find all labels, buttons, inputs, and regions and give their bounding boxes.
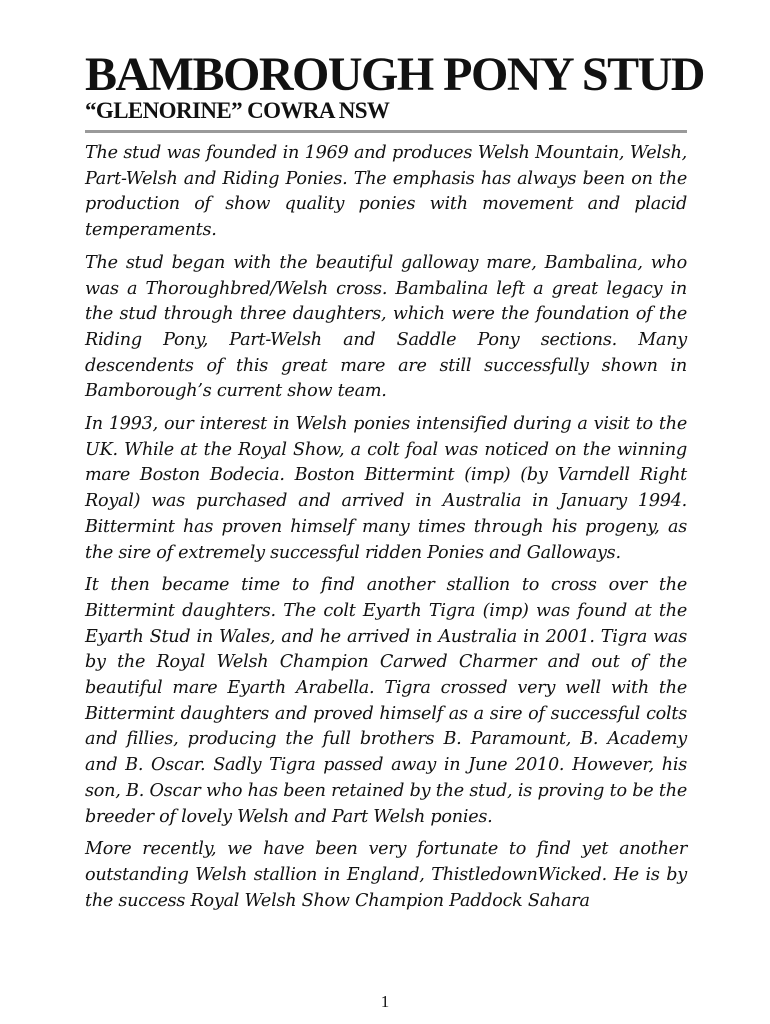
header-divider (85, 130, 687, 133)
page-subtitle: “GLENORINE” COWRA NSW (85, 98, 390, 123)
paragraph-tigra: It then became time to find another stallion to cross over the Bittermint daughters. The colt Eyarth Tigra (imp) was found at the Eyarth Stud in Wales, and he arrived in Australia in 2001. Tigra was by the Royal Welsh Champion Carwed Charmer and out of the beautiful mare Eyarth Arabella. Tigra crossed very well with the Bittermint daughters and proved himself as a sire of successful colts and fillies, producing the full brothers B. Paramount, B. Academy and B. Oscar. Sadly Tigra passed away in June 2010. However, his son, B. Oscar who has been retained by the stud, is proving to be the breeder of lovely Welsh and Part Welsh ponies. (85, 575, 687, 827)
document-page (85, 48, 704, 921)
page-number: 1 (380, 992, 390, 1011)
page-title: BAMBOROUGH PONY STUD (85, 48, 704, 101)
paragraph-stud-founding: The stud was founded in 1969 and produces Welsh Mountain, Welsh, Part-Welsh and Riding Ponies. The emphasis has always been on the production of show quality ponies with movement and placid temperaments. (85, 143, 687, 241)
paragraph-wicked: More recently, we have been very fortunate to find yet another outstanding Welsh stallion in England, ThistledownWicked. He is by the success Royal Welsh Show Champion Paddock Sahara (85, 839, 687, 911)
paragraph-bittermint: In 1993, our interest in Welsh ponies intensified during a visit to the UK. While at the Royal Show, a colt foal was noticed on the winning mare Boston Bodecia. Boston Bittermint (imp) (by Varndell Right Royal) was purchased and arrived in Australia in January 1994. Bittermint has proven himself many times through his progeny, as the sire of extremely successful ridden Ponies and Galloways. (85, 414, 687, 563)
paragraph-bambalina: The stud began with the beautiful galloway mare, Bambalina, who was a Thoroughbred/Welsh cross. Bambalina left a great legacy in the stud through three daughters, which were the foundation of the Riding Pony, Part-Welsh and Saddle Pony sections. Many descendents of this great mare are still successfully shown in Bamborough’s current show team. (85, 252, 687, 402)
